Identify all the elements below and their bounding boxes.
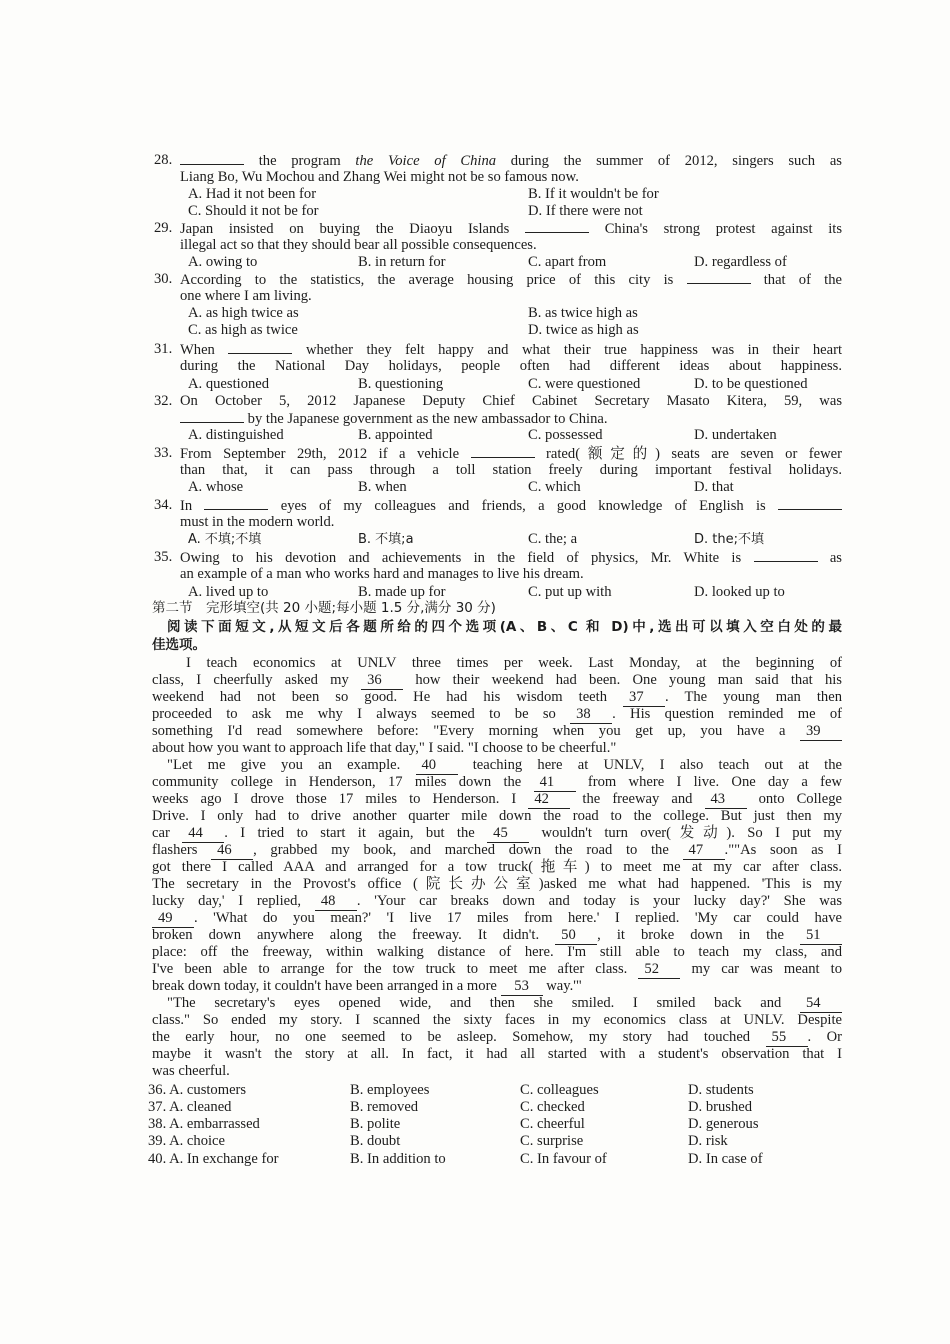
q29-stem: 29. Japan insisted on buying the Diaoyu Islands China's strong protest against its	[154, 220, 842, 237]
passage-line: lucky day,' I replied, 48 . 'Your car breaks down and today is your lucky day?' She was	[152, 893, 843, 909]
passage-line: car 44 . I tried to start it again, but the 45 wouldn't turn over(发动). So I put my	[152, 825, 842, 841]
passage-line: "Let me give you an example. 40 teaching here at UNLV, I also teach out at the	[167, 757, 842, 773]
option-b: B. questioning	[358, 376, 444, 392]
blank-43: 43	[705, 791, 747, 809]
question-number: 31.	[154, 341, 173, 357]
q30-stem: 30. According to the statistics, the average housing price of this city is that of the	[154, 271, 842, 288]
answer-blank	[471, 445, 535, 458]
option-a: A. as high twice as	[188, 305, 299, 321]
option-d: D. looked up to	[694, 584, 785, 600]
blank-54: 54	[800, 995, 842, 1013]
blank-47: 47	[683, 842, 725, 860]
question-number: 30.	[154, 271, 173, 287]
q34-stem-cont: must in the modern world.	[180, 514, 335, 530]
section-instructions: 阅读下面短文,从短文后各题所给的四个选项(A、B、C 和 D)中,选出可以填入空白处的最	[167, 619, 842, 635]
passage-line: The secretary in the Provost's office (院长办公室)asked me what had happened. 'This is my	[152, 876, 842, 892]
question-number: 29.	[154, 220, 173, 236]
question-number: 32.	[154, 393, 173, 409]
passage-line: I teach economics at UNLV three times per week. Last Monday, at the beginning of	[186, 655, 842, 671]
passage-line: weeks ago I drove those 17 miles to Henderson. I 42 the freeway and 43 onto College	[152, 791, 842, 807]
blank-41: 41	[534, 774, 576, 792]
option-c: C. apart from	[528, 254, 607, 270]
option-c: C. put up with	[528, 584, 612, 600]
answer-blank	[180, 410, 244, 423]
option-a: A. owing to	[188, 254, 258, 270]
option-c: C. were questioned	[528, 376, 641, 392]
q28-stem: 28. the program the Voice of China during the summer of 2012, singers such as	[154, 152, 842, 169]
question-number: 28.	[154, 152, 173, 168]
passage-line: class, I cheerfully asked my 36 how their weekend had been. One young man said that his	[152, 672, 842, 688]
blank-39: 39	[800, 723, 842, 741]
option-b: B. If it wouldn't be for	[528, 186, 659, 202]
blank-48: 48	[315, 893, 357, 911]
blank-51: 51	[800, 927, 842, 945]
passage-line: Drive. I only had to drive another quarter mile down the road to the college. But just then my	[152, 808, 842, 824]
program-title: the Voice of China	[355, 153, 497, 169]
passage-line: something I'd read somewhere before: "Every morning when you get up, you have a 39	[152, 723, 842, 741]
option-c: C. as high as twice	[188, 322, 298, 338]
q32-stem: 32. On October 5, 2012 Japanese Deputy Chief Cabinet Secretary Masato Kitera, 59, was	[154, 393, 842, 409]
question-number: 33.	[154, 445, 173, 461]
option-c: C. Should it not be for	[188, 203, 319, 219]
section-instructions-cont: 佳选项。	[152, 637, 206, 653]
option-b: B. 不填;a	[358, 532, 414, 547]
answer-blank	[228, 341, 292, 354]
blank-40: 40	[416, 757, 458, 775]
option-a: A. whose	[188, 479, 244, 495]
passage-line: break down today, it couldn't have been arranged in a more 53 way.'"	[152, 978, 582, 994]
blank-52: 52	[638, 961, 680, 979]
passage-line: broken down anywhere along the freeway. It didn't. 50 , it broke down in the 51	[152, 927, 842, 945]
option-d: D. that	[694, 479, 734, 495]
exam-page: 28. the program the Voice of China during the summer of 2012, singers such as Liang Bo, Wu Mochou and Zhang Wei might not be so famous now. A. Had it not been for B. If it wouldn't be for C. Should it not be for D. If there were not 29. Japan insisted on buying the Diaoyu Islands China's strong protest against its illegal act so that they should bear all possible consequences. A. owing to B. in return for C. apart from D. regardless of 30. According to the statistics, the average housing price of this city is that of the one where I am living. A. as high twice as B. as twice high as C. as high as twice D. twice as high as 31. When whether they felt happy and what their true happiness was in their heart during the National Day holidays, people often had different ideas about happiness. A. questioned B. questioning C. were questioned D. to be questioned 32. On October 5, 2012 Japanese Deputy Chief Cabinet Secretary Masato Kitera, 59, was by the Japanese government as the new ambassador to China. A. distinguished B. appointed C. possessed D. undertaken 33. From September 29th, 2012 if a vehicle rated(额定的) seats are seven or fewer than that, it can pass through a toll station freely during important festival holidays. A. whose B. when C. which D. that 34. In eyes of my colleagues and friends, a good knowledge of English is must in the modern world. A. 不填;不填 B. 不填;a C. the; a D. the;不填 35. Owing to his devotion and achievements in the field of physics, Mr. White is as an example of a man who works hard and manages to live his dream. A. lived up to B. made up for C. put up with D. looked up to 第二节 完形填空(共 20 小题;每小题 1.5 分,满分 30 分) 阅读下面短文,从短文后各题所给的四个选项(A、B、C 和 D)中,选出可以填入空白处的最 佳选项。 I teach economics at UNLV three times per week. Last Monday, at the beginning of class, I cheerfully asked my 36 how their weekend had been. One young man said that his weekend had not been so good. He had his wisdom teeth 37 . The young man then proceeded to ask me why I always seemed to be so 38 . His question reminded me of something I'd read somewhere before: "Every morning when you get up, you have a 39 about how you want to approach life that day," I said. "I choose to be cheerful." "Let me give you an example. 40 teaching here at UNLV, I also teach out at the community college in Henderson, 17 miles down the 41 from where I live. One day a few weeks ago I drove those 17 miles to Henderson. I 42 the freeway and 43 onto College Drive. I only had to drive another quarter mile down the road to the college. But just then my car 44 . I tried to start it again, but the 45 wouldn't turn over(发动). So I put my flashers 46 , grabbed my book, and marched down the road to the 47 .""As soon as I got there I called AAA and arranged for a tow truck(拖车) to meet me at my car after class. The secretary in the Provost's office (院长办公室)asked me what had happened. 'This is my lucky day,' I replied, 48 . 'Your car breaks down and today is your lucky day?' She was 49 . 'What do you mean?' 'I live 17 miles from here.' I replied. 'My car could have broken down anywhere along the freeway. It didn't. 50 , it broke down in the 51 place: off the freeway, within walking distance of here. I'm still able to teach my class, and I've been able to arrange for the tow truck to meet me after class. 52 my car was meant to break down today, it couldn't have been arranged in a more 53 way.'" "The secretary's eyes opened wide, and then she smiled. I smiled back and 54 class." So ended my story. I scanned the sixty faces in my economics class at UNLV. Despite the early hour, no one seemed to be asleep. Somehow, my story had touched 55 . Or maybe it wasn't the story at all. In fact, it had all started with a student's observation that I was cheerful. 36. A. customers B. employees C. colleagues D. students 37. A. cleaned B. removed C. checked D. brushed 38. A. embarrassed B. polite C. cheerful D. generous 39. A. choice B. doubt C. surprise D. risk 40. A. In exchange for B. In addition to C. In favour of D. In case of	[148, 152, 843, 1167]
q31-stem-cont: during the National Day holidays, people often had different ideas about happiness.	[180, 358, 842, 374]
option-b: B. appointed	[358, 427, 433, 443]
answer-blank	[687, 271, 751, 284]
option-b: B. made up for	[358, 584, 446, 600]
option-d: D. undertaken	[694, 427, 777, 443]
section-title: 第二节 完形填空(共 20 小题;每小题 1.5 分,满分 30 分)	[152, 600, 496, 616]
blank-37: 37	[623, 689, 665, 707]
passage-line: community college in Henderson, 17 miles down the 41 from where I live. One day a few	[152, 774, 842, 790]
q33-stem-cont: than that, it can pass through a toll station freely during important festival holidays.	[180, 462, 842, 478]
passage-line: "The secretary's eyes opened wide, and then she smiled. I smiled back and 54	[167, 995, 842, 1013]
option-d: D. If there were not	[528, 203, 643, 219]
blank-44: 44	[182, 825, 224, 843]
passage-line: I've been able to arrange for the tow truck to meet me after class. 52 my car was meant to	[152, 961, 843, 977]
passage-line: was cheerful.	[152, 1063, 230, 1079]
blank-36: 36	[361, 672, 403, 690]
passage-line: got there I called AAA and arranged for a tow truck(拖车) to meet me at my car after class.	[152, 859, 842, 875]
option-a: A. distinguished	[188, 427, 284, 443]
option-a: A. questioned	[188, 376, 270, 392]
blank-45: 45	[487, 825, 529, 843]
passage-line: class." So ended my story. I scanned the sixty faces in my economics class at UNLV. Despite	[152, 1012, 842, 1028]
question-number: 35.	[154, 549, 173, 565]
blank-38: 38	[570, 706, 612, 724]
passage-line: proceeded to ask me why I always seemed to be so 38 . His question reminded me of	[152, 706, 842, 722]
passage-line: the early hour, no one seemed to be asleep. Somehow, my story had touched 55 . Or	[152, 1029, 842, 1045]
q30-stem-cont: one where I am living.	[180, 288, 312, 304]
option-d: D. regardless of	[694, 254, 787, 270]
q28-stem-cont: Liang Bo, Wu Mochou and Zhang Wei might not be so famous now.	[180, 169, 579, 185]
question-number: 34.	[154, 497, 173, 513]
option-d: D. to be questioned	[694, 376, 808, 392]
option-c: C. the; a	[528, 531, 578, 547]
passage-line: about how you want to approach life that day," I said. "I choose to be cheerful."	[152, 740, 617, 756]
option-d: D. twice as high as	[528, 322, 639, 338]
answer-blank	[204, 497, 268, 510]
q35-stem: 35. Owing to his devotion and achievements in the field of physics, Mr. White is as	[154, 549, 842, 566]
option-a: A. Had it not been for	[188, 186, 317, 202]
passage-line: flashers 46 , grabbed my book, and marched down the road to the 47 .""As soon as I	[152, 842, 842, 858]
option-b: B. in return for	[358, 254, 446, 270]
option-a: A. 不填;不填	[188, 532, 262, 547]
q29-stem-cont: illegal act so that they should bear all possible consequences.	[180, 237, 537, 253]
option-c: C. which	[528, 479, 581, 495]
option-c: C. possessed	[528, 427, 603, 443]
blank-55: 55	[766, 1029, 808, 1047]
q33-stem: 33. From September 29th, 2012 if a vehicle rated(额定的) seats are seven or fewer	[154, 445, 843, 462]
option-a: A. lived up to	[188, 584, 269, 600]
option-b: B. as twice high as	[528, 305, 638, 321]
option-d: D. the;不填	[694, 532, 764, 547]
q31-stem: 31. When whether they felt happy and what their true happiness was in their heart	[154, 341, 843, 358]
answer-blank	[778, 497, 842, 510]
blank-42: 42	[528, 791, 570, 809]
answer-blank	[525, 220, 589, 233]
q32-stem-cont: by the Japanese government as the new ambassador to China.	[180, 410, 842, 428]
blank-53: 53	[501, 978, 543, 996]
blank-46: 46	[211, 842, 253, 860]
q34-stem: 34. In eyes of my colleagues and friends, a good knowledge of English is	[180, 497, 842, 515]
passage-line: weekend had not been so good. He had his wisdom teeth 37 . The young man then	[152, 689, 842, 705]
answer-blank	[180, 152, 244, 165]
option-b: B. when	[358, 479, 407, 495]
answer-blank	[754, 549, 818, 562]
passage-line: maybe it wasn't the story at all. In fact, it had all started with a student's observation that I	[152, 1046, 842, 1062]
blank-50: 50	[555, 927, 597, 945]
passage-line: place: off the freeway, within walking distance of here. I'm still able to teach my class, and	[152, 944, 842, 960]
blank-49: 49	[152, 910, 194, 928]
passage-line: 49 . 'What do you mean?' 'I live 17 miles from here.' I replied. 'My car could have	[152, 910, 842, 928]
q35-stem-cont: an example of a man who works hard and manages to live his dream.	[180, 566, 584, 582]
